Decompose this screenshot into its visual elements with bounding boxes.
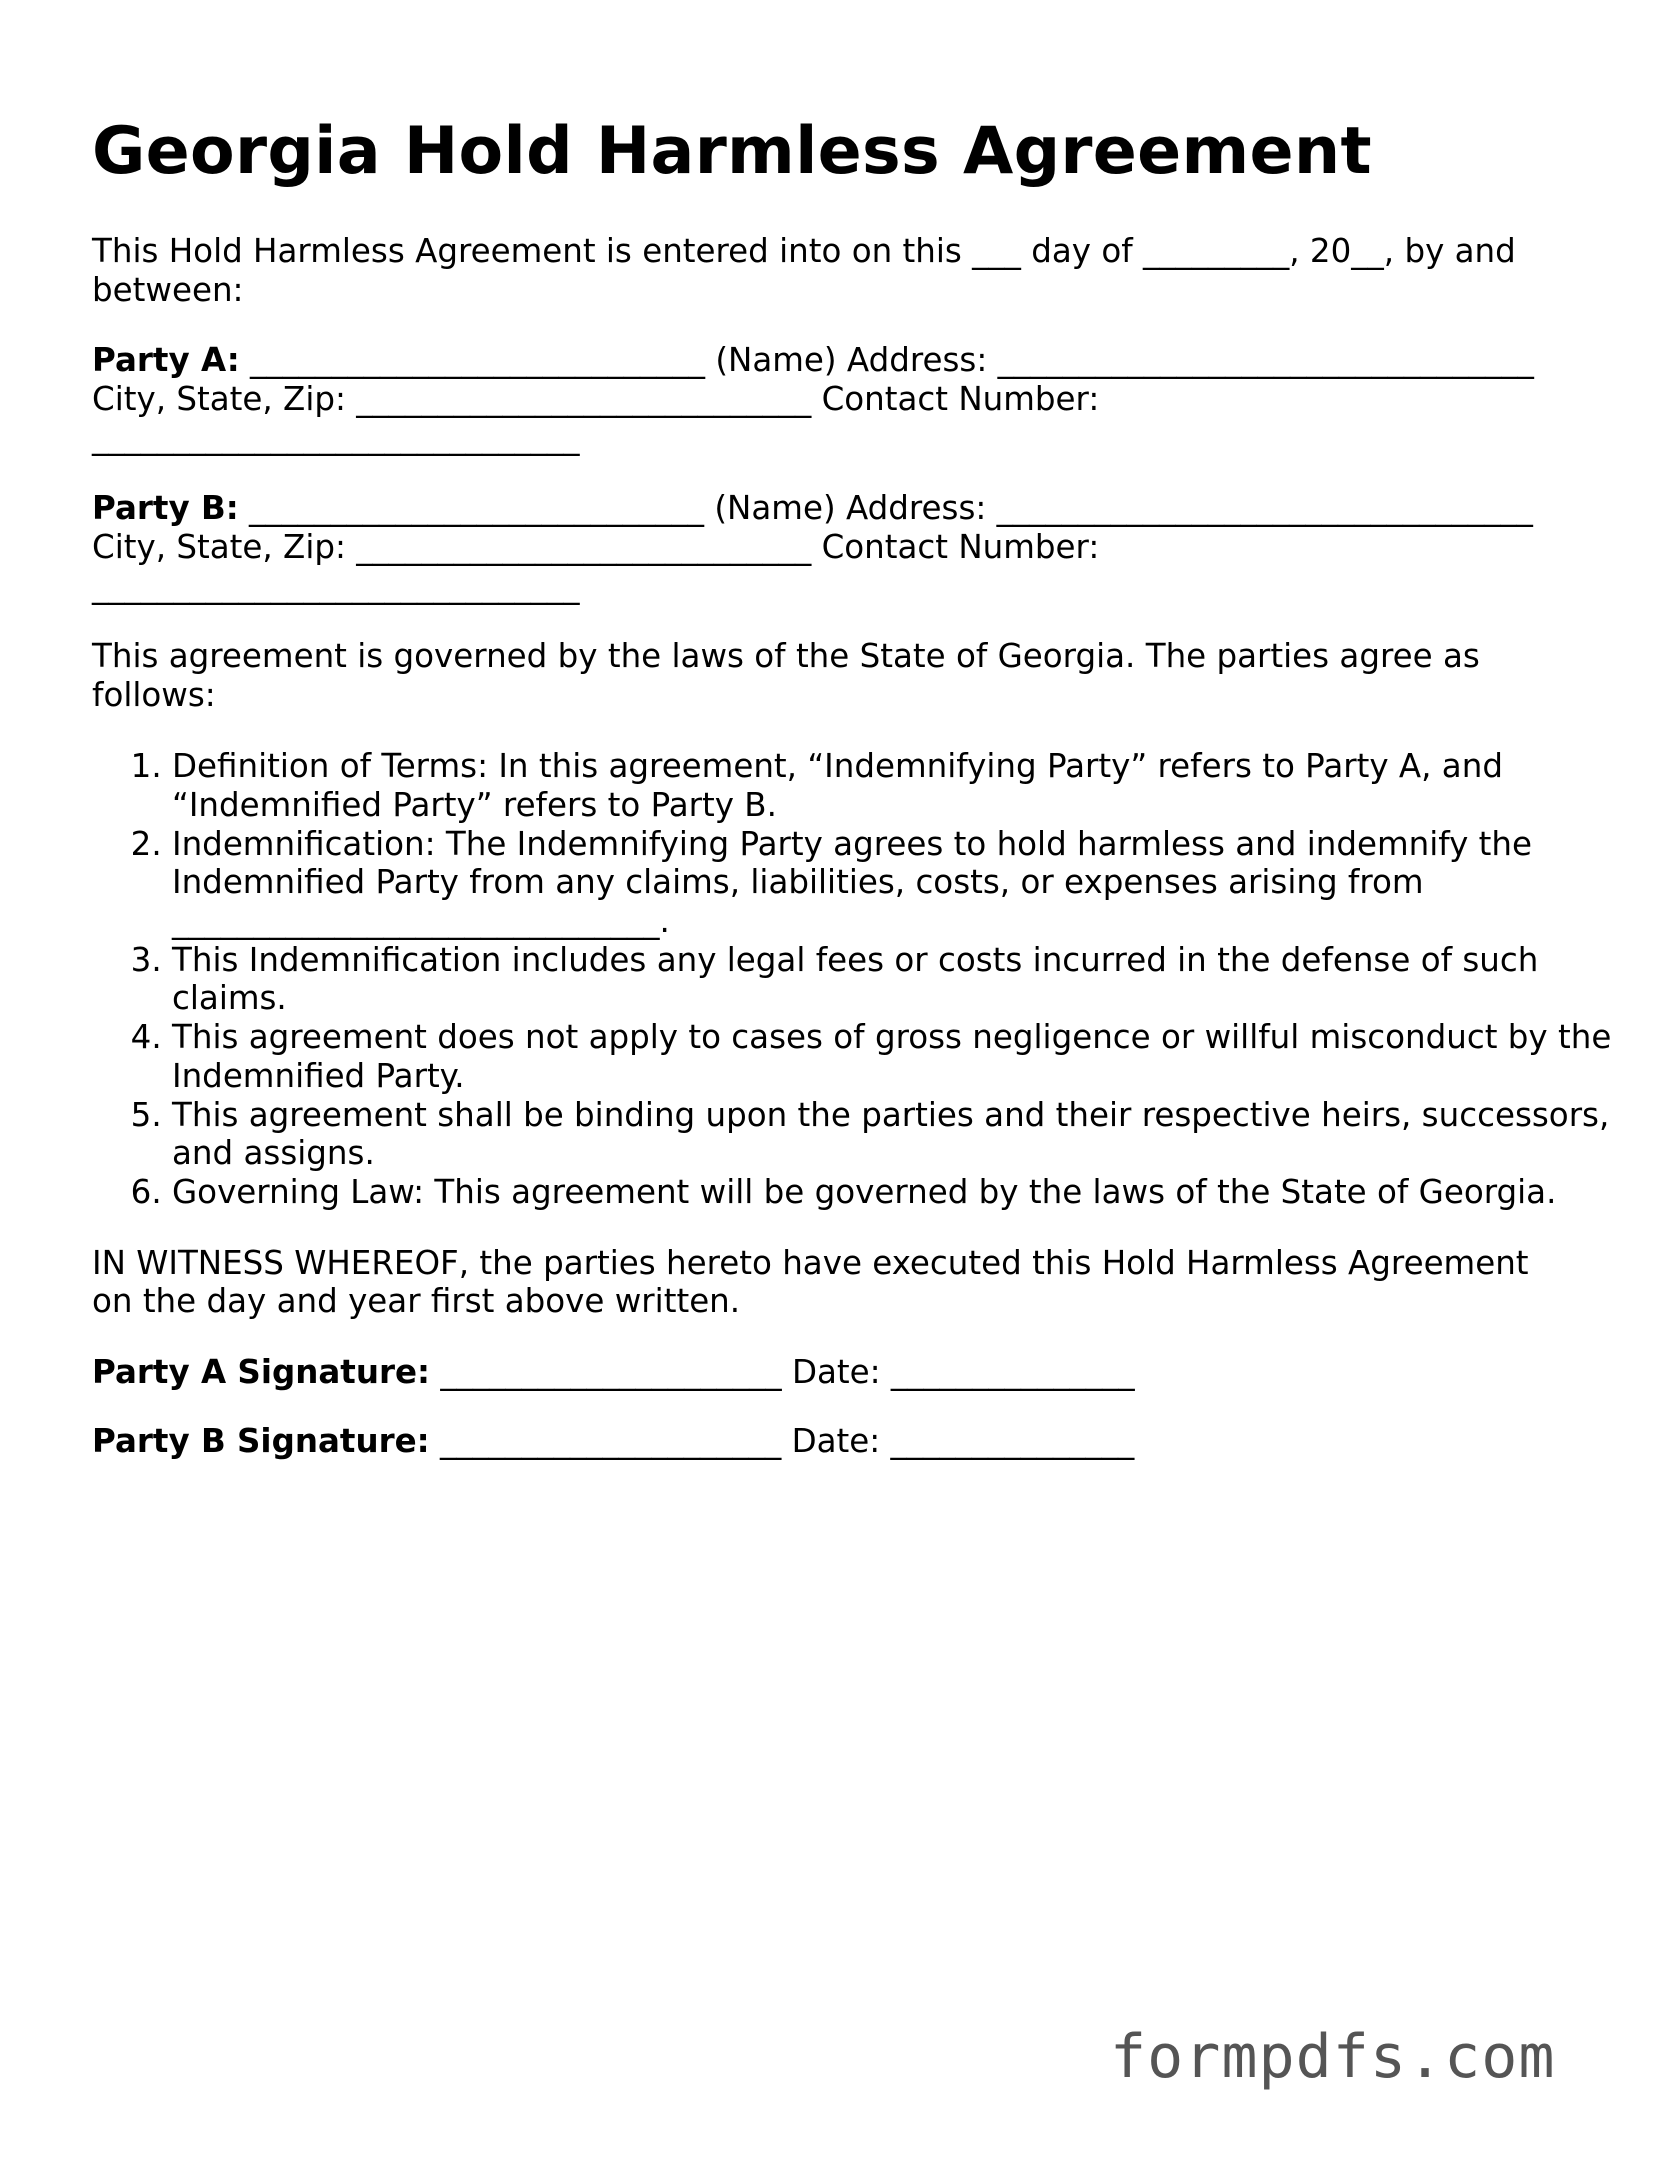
document-page <box>92 112 1612 1461</box>
term-item: 5. This agreement shall be binding upon the parties and their respective heirs, successors, and assigns. <box>172 1096 1642 1173</box>
terms-list <box>92 747 1642 1211</box>
page-title: Georgia Hold Harmless Agreement <box>92 114 1372 189</box>
term-item: 6. Governing Law: This agreement will be governed by the laws of the State of Georgia. <box>172 1173 1642 1212</box>
term-item: 4. This agreement does not apply to cases of gross negligence or willful misconduct by the Indemnified Party. <box>172 1018 1642 1095</box>
party-a-details <box>92 341 1592 457</box>
party-b-signature-fields: _____________________ Date: _______________ <box>429 1422 1135 1461</box>
intro-paragraph: This Hold Harmless Agreement is entered into on this ___ day of _________, 20__, by and between: <box>92 232 1516 309</box>
party-b-signature-line <box>92 1422 1592 1461</box>
witness-paragraph: IN WITNESS WHEREOF, the parties hereto have executed this Hold Harmless Agreement on the day and year first above written. <box>92 1243 1529 1321</box>
term-item: 2. Indemnification: The Indemnifying Party agrees to hold harmless and indemnify the Indemnified Party from any claims, liabilities, costs, or expenses arising from ______________________________. <box>172 825 1642 941</box>
party-b-label: Party B: <box>92 489 239 528</box>
party-a-signature-label: Party A Signature: <box>92 1352 431 1391</box>
party-a-fields: ____________________________ (Name) Address: _________________________________ City, State, Zip: ____________________________ Contact Number: ______________________________ <box>92 341 1534 457</box>
party-b-fields: ____________________________ (Name) Address: _________________________________ City, State, Zip: ____________________________ Contact Number: ______________________________ <box>92 489 1533 605</box>
party-a-signature-fields: _____________________ Date: _______________ <box>430 1352 1135 1391</box>
term-item: 3. This Indemnification includes any legal fees or costs incurred in the defense of such claims. <box>172 941 1642 1018</box>
party-b-block <box>92 489 1592 605</box>
party-a-label: Party A: <box>92 341 240 379</box>
party-b-signature-label: Party B Signature: <box>92 1422 430 1461</box>
term-item: 1. Definition of Terms: In this agreement, “Indemnifying Party” refers to Party A, and “Indemnified Party” refers to Party B. <box>172 747 1642 824</box>
party-a-block <box>92 341 1592 457</box>
governing-statement: This agreement is governed by the laws of the State of Georgia. The parties agree as follows: <box>92 637 1480 714</box>
party-a-signature-line <box>92 1353 1592 1392</box>
watermark-text: formpdfs.com <box>1110 2022 1556 2092</box>
party-b-details <box>92 489 1592 605</box>
